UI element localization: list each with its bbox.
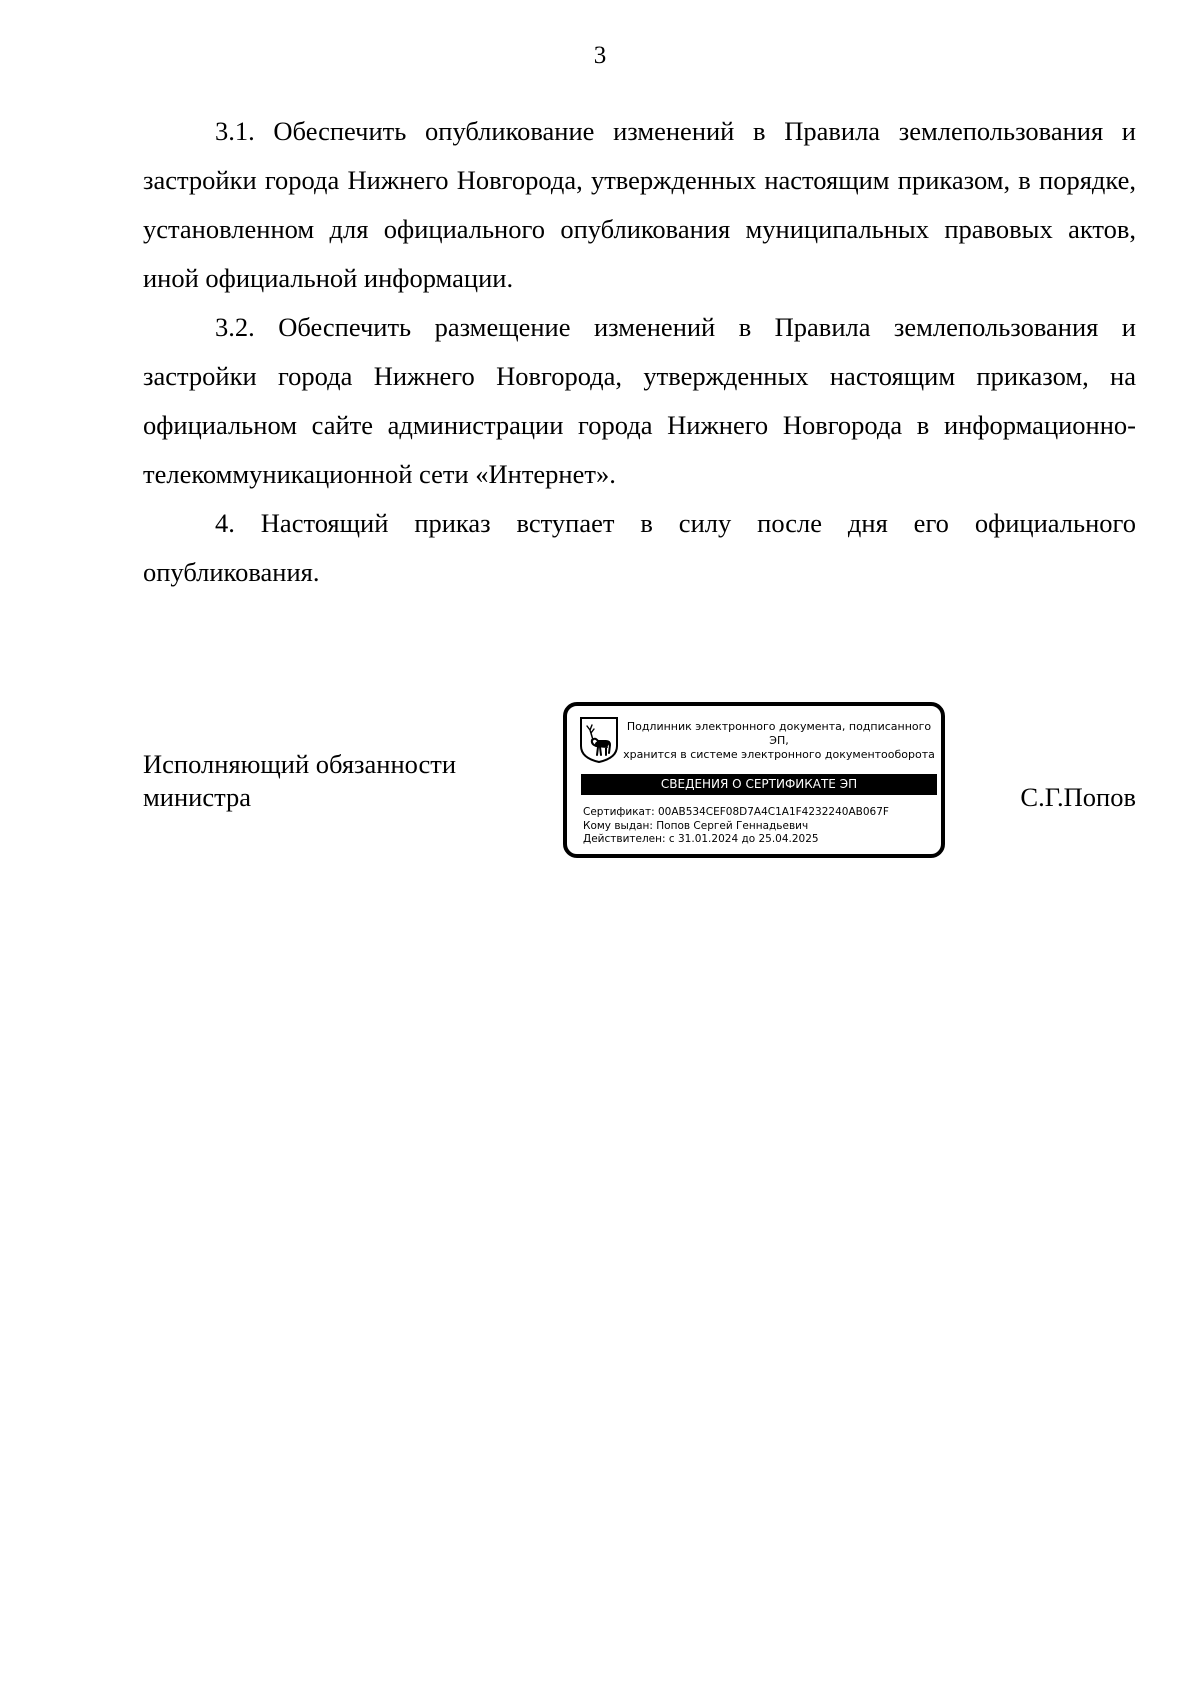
signatory-position-line-2: министра	[143, 782, 251, 812]
document-body	[143, 107, 1136, 597]
page-number: 3	[593, 42, 607, 69]
signatory-position	[143, 748, 456, 814]
stamp-certificate-bar: СВЕДЕНИЯ О СЕРТИФИКАТЕ ЭП	[581, 774, 937, 795]
validity-label: Действителен:	[583, 833, 666, 845]
deer-coat-of-arms-icon	[579, 716, 619, 764]
signatory-position-line-1: Исполняющий обязанности	[143, 749, 457, 779]
certificate-row	[583, 806, 933, 820]
validity-row	[583, 833, 933, 847]
signatory-name: С.Г.Попов	[1020, 782, 1136, 812]
stamp-header-line-1: Подлинник электронного документа, подписанного ЭП,	[626, 720, 932, 747]
issued-to-value: Попов Сергей Геннадьевич	[656, 819, 809, 832]
electronic-signature-stamp	[563, 702, 945, 858]
paragraph-3-1: 3.1. Обеспечить опубликование изменений в Правила землепользования и застройки города Нижнего Новгорода, утвержденных настоящим приказом, в порядке, установленном для официального опубликования муниципальных правовых актов, иной официальной информации.	[143, 116, 1136, 293]
certificate-value: 00AB534CEF08D7A4C1A1F4232240AB067F	[657, 806, 889, 818]
issued-to-label: Кому выдан:	[583, 819, 653, 832]
stamp-header-line-2: хранится в системе электронного документооборота	[623, 748, 935, 761]
certificate-label: Сертификат:	[583, 806, 655, 818]
issued-to-row	[583, 820, 933, 834]
paragraph-3-2: 3.2. Обеспечить размещение изменений в Правила землепользования и застройки города Нижнего Новгорода, утвержденных настоящим приказом, на официальном сайте администрации города Нижнего Новгорода в информационно-телекоммуникационной сети «Интернет».	[143, 312, 1136, 489]
stamp-header	[621, 720, 937, 762]
stamp-certificate-details	[583, 806, 933, 847]
paragraph-4: 4. Настоящий приказ вступает в силу после дня его официального опубликования.	[143, 508, 1136, 587]
validity-value: с 31.01.2024 до 25.04.2025	[668, 833, 819, 845]
